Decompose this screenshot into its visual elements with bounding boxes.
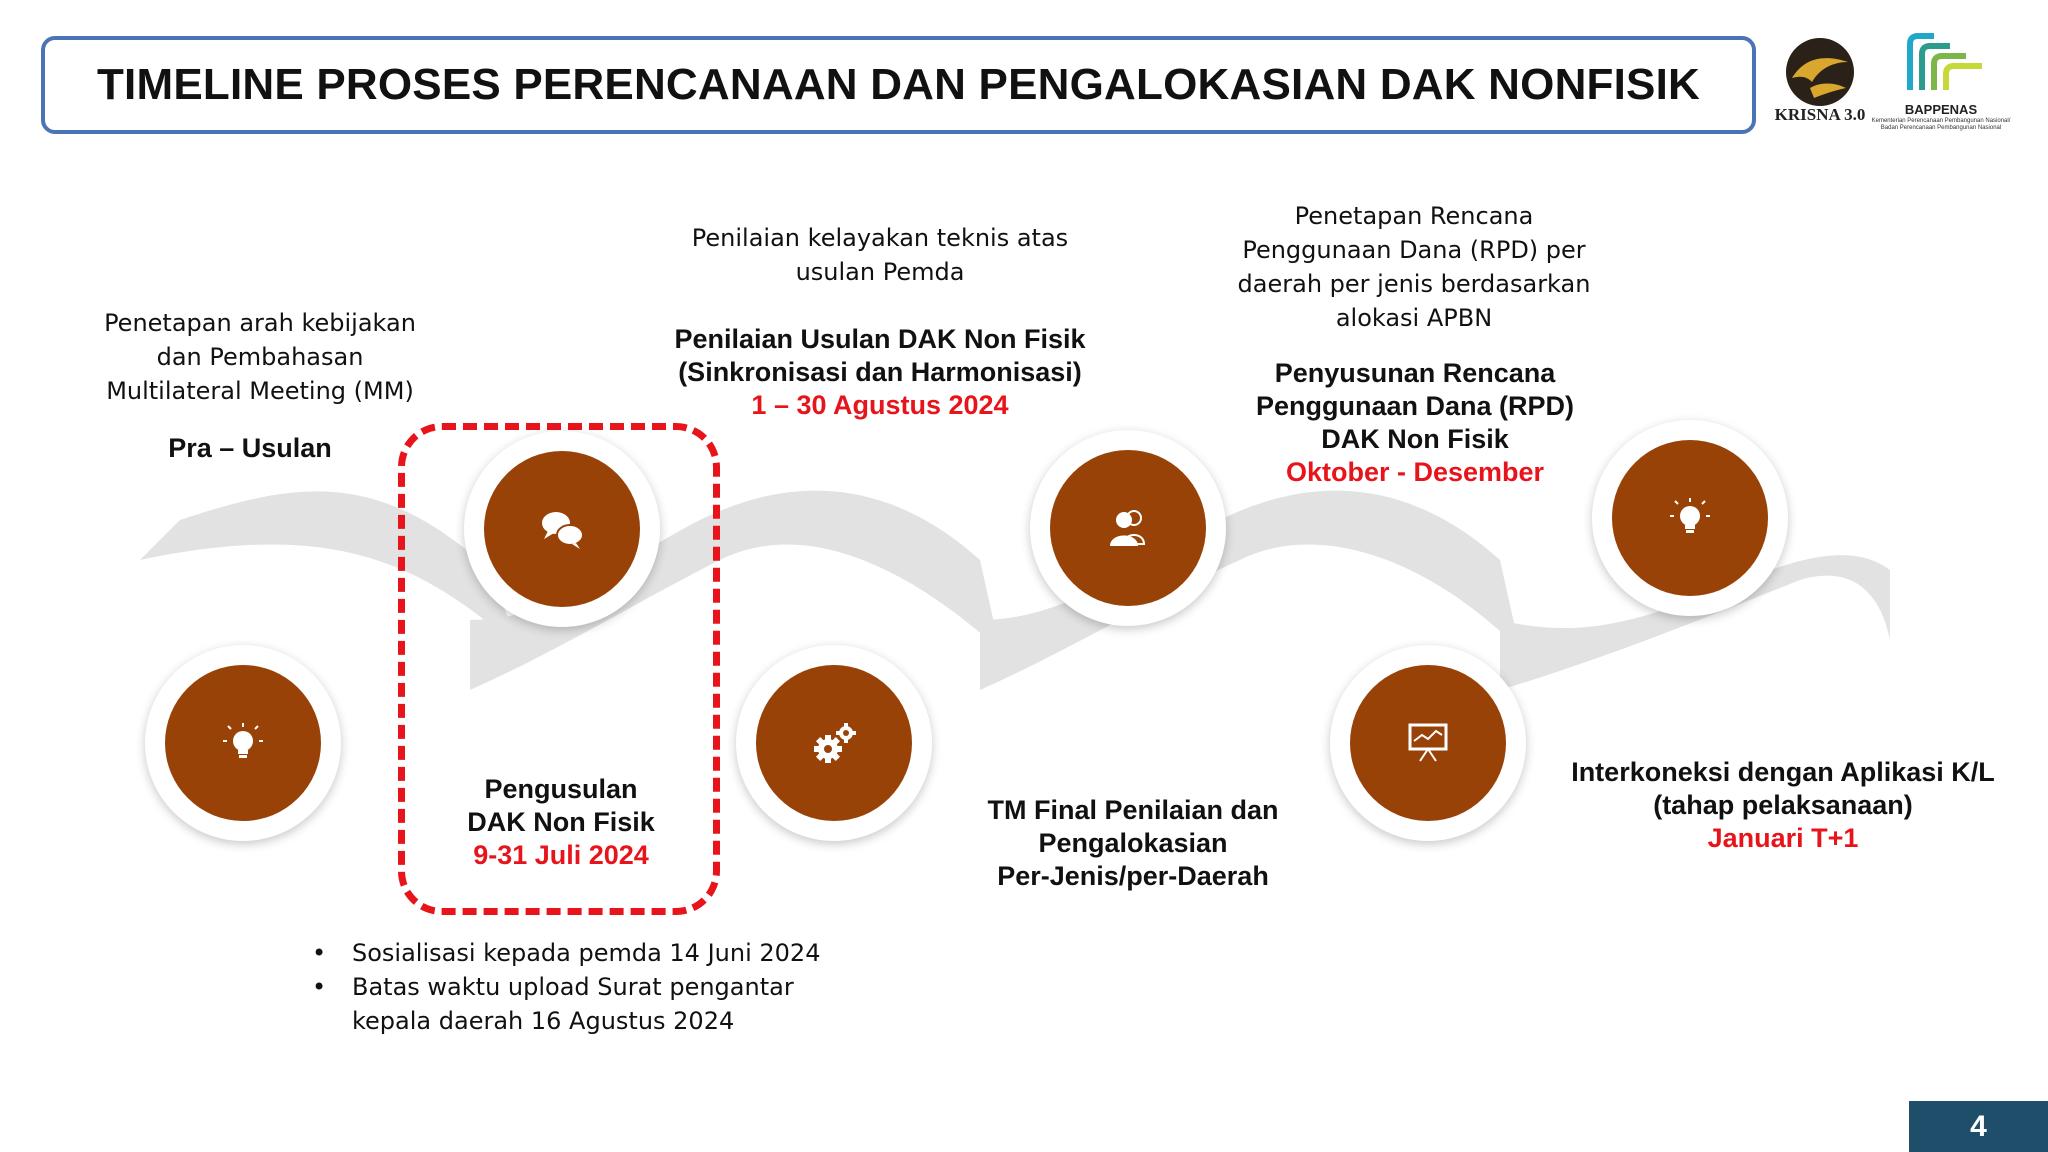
people-icon [1100, 500, 1156, 556]
bappenas-logo-subtitle: Kementerian Perencanaan Pembangunan Nasional/ Badan Perencanaan Pembangunan Nasional [1871, 118, 2011, 131]
page-title: TIMELINE PROSES PERENCANAAN DAN PENGALOKASIAN DAK NONFISIK [96, 60, 1701, 109]
step-2-date: 9-31 Juli 2024 [473, 840, 649, 870]
step-4-circle [1030, 430, 1226, 626]
step-5-date: Oktober - Desember [1285, 457, 1545, 487]
step-2-title: Pengusulan DAK Non Fisik 9-31 Juli 2024 [420, 773, 702, 872]
step-3-date: 1 – 30 Agustus 2024 [751, 390, 1009, 420]
step-5-title: Penyusunan Rencana Penggunaan Dana (RPD) DAK Non Fisik Oktober - Desember [1215, 357, 1615, 489]
step-5-description: Penetapan Rencana Penggunaan Dana (RPD) per daerah per jenis berdasarkan alokasi APBN [1237, 202, 1591, 332]
step-3-circle [736, 645, 932, 841]
list-item: • Batas waktu upload Surat pengantar kepala daerah 16 Agustus 2024 [312, 970, 872, 1038]
chat-bubbles-icon [534, 501, 590, 557]
lightbulb-icon [1662, 490, 1718, 546]
gears-icon [806, 715, 862, 771]
step-2-circle [464, 431, 660, 627]
presentation-board-icon [1400, 715, 1456, 771]
page-number: 4 [1909, 1101, 2048, 1152]
krisna-logo-text: KRISNA 3.0 [1774, 105, 1866, 124]
step-1-description: Penetapan arah kebijakan dan Pembahasan Multilateral Meeting (MM) [104, 309, 416, 405]
step-6-circle [1592, 420, 1788, 616]
step-1-title: Pra – Usulan [168, 433, 332, 463]
step-5-circle [1330, 645, 1526, 841]
step-1-circle [145, 645, 341, 841]
step-4-title: TM Final Penilaian dan Pengalokasian Per-Jenis/per-Daerah [987, 795, 1279, 891]
step-3-title: Penilaian Usulan DAK Non Fisik (Sinkronisasi dan Harmonisasi) 1 – 30 Agustus 2024 [640, 323, 1120, 422]
notes-list [312, 936, 872, 1038]
list-item: • Sosialisasi kepada pemda 14 Juni 2024 [312, 936, 872, 970]
step-6-title: Interkoneksi dengan Aplikasi K/L (tahap pelaksanaan) Januari T+1 [1540, 756, 2026, 855]
step-3-description: Penilaian kelayakan teknis atas usulan Pemda [691, 224, 1069, 286]
bappenas-logo-title: BAPPENAS [1904, 102, 1978, 117]
step-6-date: Januari T+1 [1707, 823, 1859, 853]
lightbulb-icon [215, 715, 271, 771]
